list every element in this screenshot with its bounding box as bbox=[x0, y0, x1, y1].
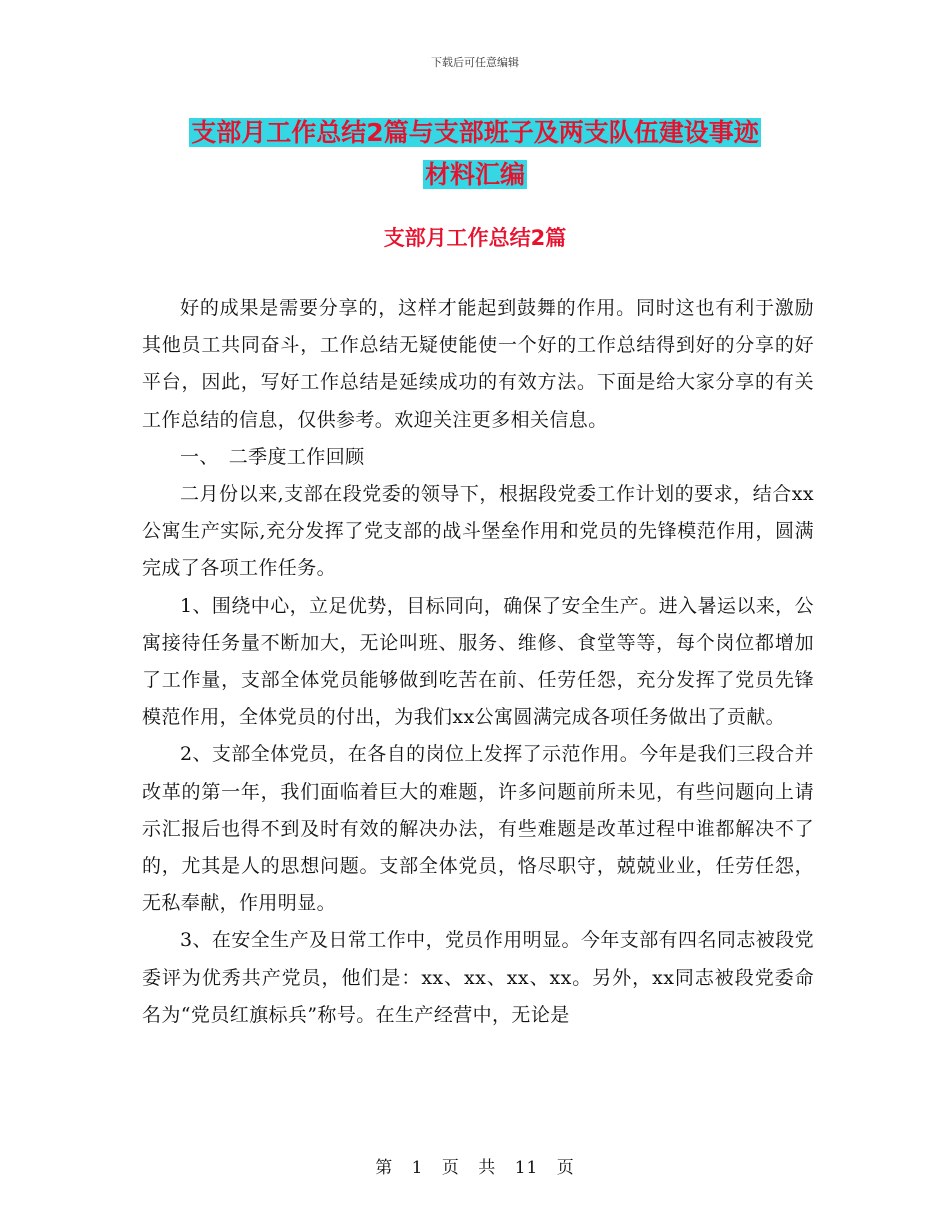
document-title-line-2-text: 材料汇编 bbox=[424, 160, 525, 189]
header-note: 下载后可任意编辑 bbox=[431, 56, 519, 69]
document-title-line-1 bbox=[0, 112, 950, 154]
footer-label-ye-end: 页 bbox=[556, 1158, 575, 1178]
document-title bbox=[0, 112, 950, 196]
footer-total-pages: 11 bbox=[514, 1158, 539, 1178]
section-title: 支部月工作总结2篇 bbox=[383, 226, 567, 250]
footer-label-di: 第 bbox=[375, 1158, 394, 1178]
paragraph-item-3: 3、在安全生产及日常工作中，党员作用明显。今年支部有四名同志被段党委评为优秀共产党员，他们是：xx、xx、xx、xx。另外，xx同志被段党委命名为“党员红旗标兵”称号。在生产经营中，无论是 bbox=[142, 929, 814, 1026]
footer-label-ye: 页 bbox=[441, 1158, 460, 1178]
document-title-line-2 bbox=[0, 154, 950, 196]
footer-page-number: 1 bbox=[411, 1158, 424, 1178]
paragraph-overview: 二月份以来,支部在段党委的领导下，根据段党委工作计划的要求，结合xx公寓生产实际,充分发挥了党支部的战斗堡垒作用和党员的先锋模范作用，圆满完成了各项工作任务。 bbox=[142, 483, 814, 580]
paragraph-heading-review: 一、 二季度工作回顾 bbox=[180, 445, 365, 468]
paragraph-item-2: 2、支部全体党员，在各自的岗位上发挥了示范作用。今年是我们三段合并改革的第一年，我们面临着巨大的难题，许多问题前所未见，有些问题向上请示汇报后也得不到及时有效的解决办法，有些难题是改革过程中谁都解决不了的，尤其是人的思想问题。支部全体党员，恪尽职守，兢兢业业，任劳任怨，无私奉献，作用明显。 bbox=[142, 743, 814, 915]
footer-label-gong: 共 bbox=[478, 1158, 497, 1178]
paragraph-intro: 好的成果是需要分享的，这样才能起到鼓舞的作用。同时这也有利于激励其他员工共同奋斗，工作总结无疑使能使一个好的工作总结得到好的分享的好平台，因此，写好工作总结是延续成功的有效方法。下面是给大家分享的有关工作总结的信息，仅供参考。欢迎关注更多相关信息。 bbox=[142, 297, 814, 431]
body-text bbox=[142, 290, 814, 1034]
page-footer bbox=[0, 1153, 950, 1178]
paragraph-item-1: 1、围绕中心，立足优势，目标同向，确保了安全生产。进入暑运以来，公寓接待任务量不断加大，无论叫班、服务、维修、食堂等等，每个岗位都增加了工作量，支部全体党员能够做到吃苦在前、任劳任怨，充分发挥了党员先锋模范作用，全体党员的付出，为我们xx公寓圆满完成各项任务做出了贡献。 bbox=[142, 594, 814, 729]
document-title-line-1-text: 支部月工作总结2篇与支部班子及两支队伍建设事迹 bbox=[191, 118, 759, 147]
